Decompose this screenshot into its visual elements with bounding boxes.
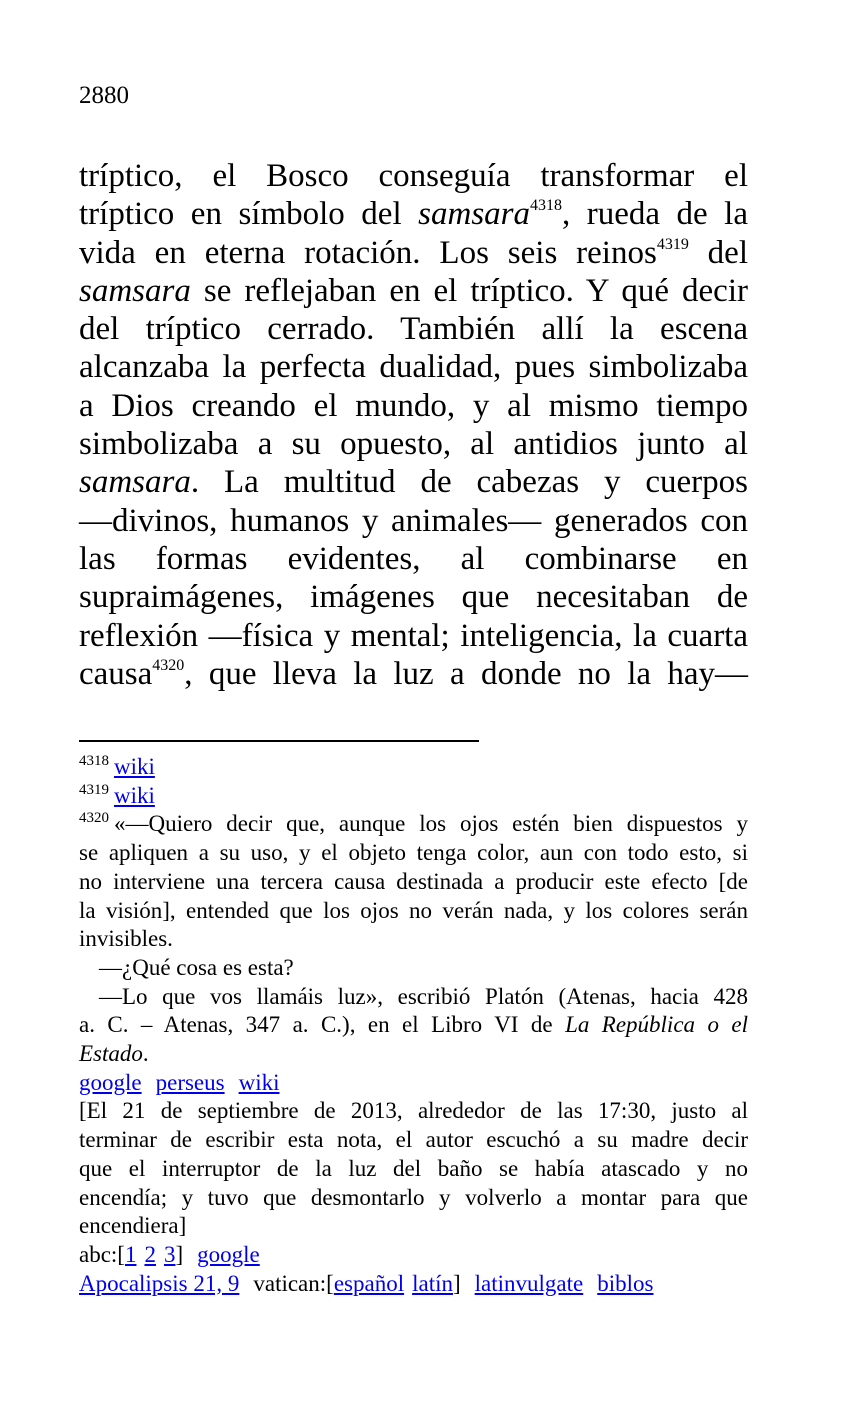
footnote-ref: 4319 (656, 235, 689, 253)
footnote-4320 (79, 810, 748, 1298)
footnote-number: 4318 (79, 753, 109, 769)
wiki-link[interactable]: wiki (238, 1069, 280, 1095)
footnote-line: no interviene una tercera causa destinada a producir este efecto [de (79, 868, 748, 894)
vatican-espanol-link[interactable]: español (333, 1270, 405, 1296)
perseus-link[interactable]: perseus (155, 1069, 225, 1095)
book-title: Estado (79, 1041, 143, 1067)
footnote-separator (79, 740, 479, 742)
note-line: que el interruptor de la luz del baño se había atascado y no (79, 1155, 748, 1181)
citation-line: Estado. (79, 1041, 149, 1067)
italic-term: samsara (79, 464, 191, 501)
abc-link-1[interactable]: 1 (124, 1241, 137, 1267)
footnote-line: $^{4320}$ «—Quiero decir que, aunque los ojos estén bien dispuestos y (79, 810, 748, 837)
text-line: a Dios creando el mundo, y al mismo tiempo (79, 387, 748, 424)
footnote-ref: 4318 (530, 197, 562, 215)
text-line: alcanzaba la perfecta dualidad, pues simbolizaba (79, 349, 748, 386)
note-line: terminar de escribir esta nota, el autor escuchó a su madre decir (79, 1127, 748, 1153)
text-line: simbolizaba a su opuesto, al antidios junto al (79, 426, 748, 463)
text-line: samsara. La multitud de cabezas y cuerpos (79, 464, 748, 501)
footnote-ref: 4320 (152, 656, 185, 674)
wiki-link[interactable]: wiki (114, 754, 155, 779)
footnote-line: invisibles. (79, 926, 173, 952)
biblos-link[interactable]: biblos (597, 1270, 654, 1296)
text-line: tríptico, el Bosco conseguía transformar el (79, 158, 748, 194)
abc-link-3[interactable]: 3 (163, 1241, 176, 1267)
text-line: tríptico en símbolo del samsara$^{4318}$, rueda de la (79, 196, 749, 233)
text-line: causa$^{4320}$, que lleva la luz a donde no la hay— (79, 655, 748, 692)
book-title: La República o el (565, 1012, 749, 1038)
italic-term: samsara (79, 272, 191, 309)
apocalipsis-link[interactable]: Apocalipsis 21, 9 (79, 1270, 240, 1296)
google-link[interactable]: google (197, 1241, 260, 1267)
dialogue-line: —¿Qué cosa es esta? (99, 954, 294, 980)
page-number: 2880 (79, 82, 129, 109)
abc-link-2[interactable]: 2 (144, 1241, 156, 1267)
text-line: vida en eterna rotación. Los seis reinos$^{4319}$ del (79, 234, 748, 271)
text-line: supraimágenes, imágenes que necesitaban de (79, 579, 748, 616)
footnote-4318 (79, 753, 748, 782)
text-line: —divinos, humanos y animales— generados con (79, 502, 748, 539)
bible-links-row: Apocalipsis 21, 9 vatican:[español latín] latinvulgate biblos (79, 1270, 654, 1296)
note-line: encendía; y tuvo que desmontarlo y volverlo a montar para que (79, 1184, 748, 1210)
google-link[interactable]: google (79, 1069, 142, 1095)
footnote-line: se apliquen a su uso, y el objeto tenga color, aun con todo esto, si (79, 840, 748, 866)
text-line: samsara se reflejaban en el tríptico. Y qué decir (79, 272, 748, 309)
note-line: encendiera] (79, 1213, 187, 1239)
footnotes (79, 753, 748, 1298)
links-row (79, 1069, 748, 1098)
main-text (79, 157, 748, 693)
italic-term: samsara (418, 196, 530, 233)
text-line: reflexión —física y mental; inteligencia, la cuarta (79, 617, 748, 654)
note-line: [El 21 de septiembre de 2013, alrededor de las 17:30, justo al (79, 1098, 748, 1124)
footnote-line: la visión], entended que los ojos no verán nada, y los colores serán (79, 897, 748, 923)
abc-links-row: abc:[1 2 3] google (79, 1241, 260, 1267)
footnote-4319 (79, 782, 748, 811)
footnote-number: 4320 (79, 810, 109, 827)
footnote-number: 4319 (79, 781, 109, 798)
citation-line: a. C. – Atenas, 347 a. C.), en el Libro VI de La República o el (79, 1012, 749, 1038)
wiki-link[interactable]: wiki (114, 782, 155, 808)
text-line: las formas evidentes, al combinarse en (79, 540, 748, 577)
vatican-latin-link[interactable]: latín (412, 1270, 453, 1296)
text-line: del tríptico cerrado. También allí la escena (79, 311, 748, 348)
latinvulgate-link[interactable]: latinvulgate (474, 1270, 584, 1296)
dialogue-line: —Lo que vos llamáis luz», escribió Platón (Atenas, hacia 428 (99, 983, 748, 1009)
